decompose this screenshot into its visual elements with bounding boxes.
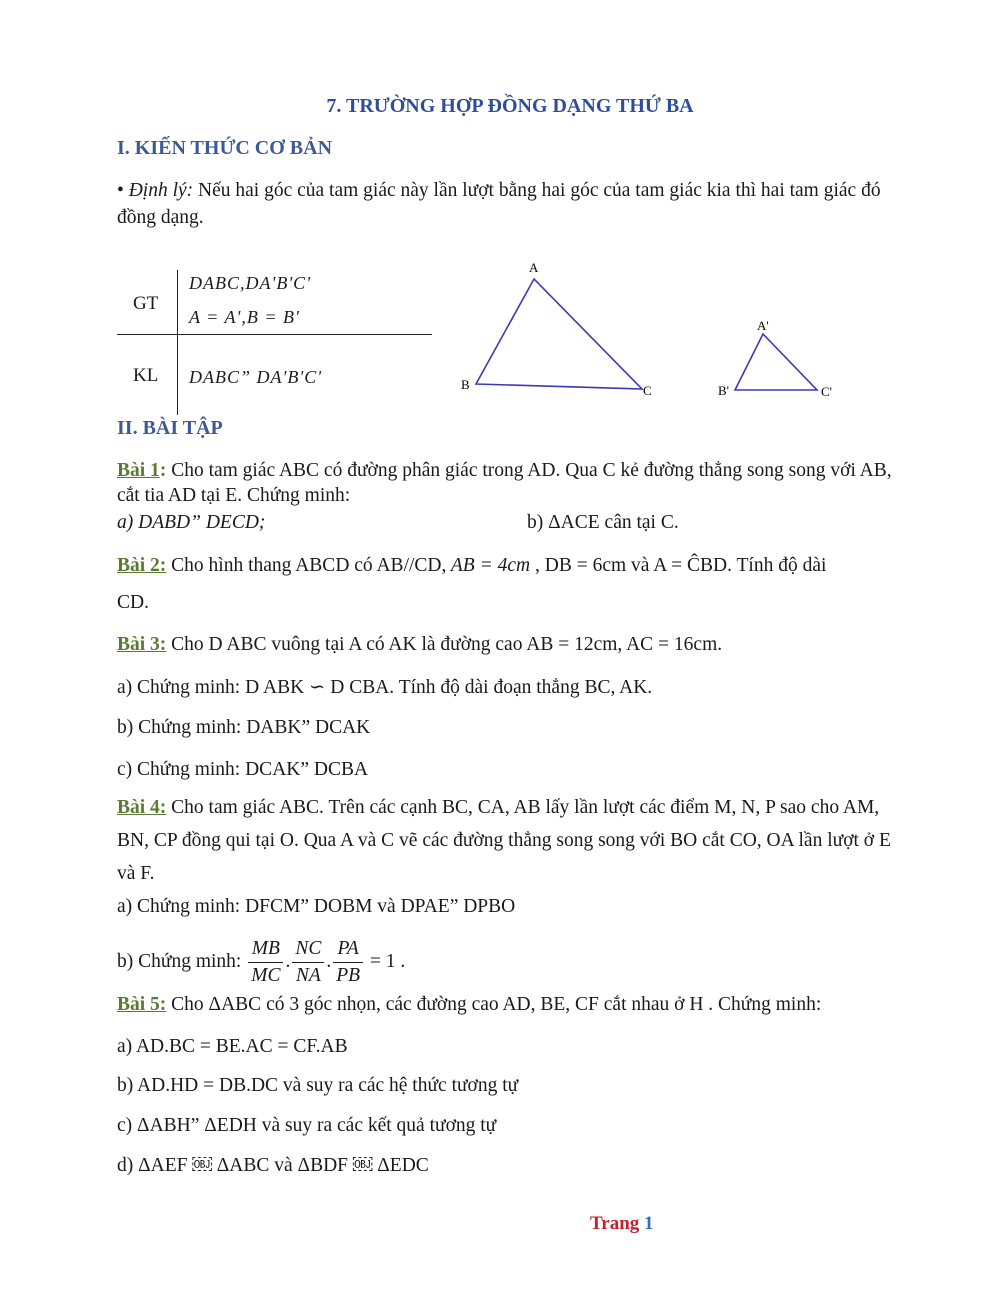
gt-angles: A = A',B = B' <box>189 307 300 327</box>
fraction-pa-pb <box>333 936 363 989</box>
footer-label: Trang <box>590 1213 645 1234</box>
gt-triangles: DABC,DA'B'C' <box>189 273 312 293</box>
vertex-label-C: C <box>643 383 652 398</box>
exercise-1-part-b: b) ΔACE cân tại C. <box>527 512 679 533</box>
theorem-label: Định lý: <box>128 180 194 201</box>
big-triangle <box>476 279 642 389</box>
exercise-2-continuation: CD. <box>117 592 149 613</box>
exercise-3-part-c: c) Chứng minh: DCAK” DCBA <box>117 759 369 780</box>
bullet: • <box>117 180 124 201</box>
fraction-mb-mc <box>248 936 283 989</box>
page-footer <box>590 1213 654 1235</box>
fraction-denominator: PB <box>336 965 361 986</box>
exercise-4-part-b-prefix: b) Chứng minh: <box>117 950 247 972</box>
fraction-nc-na <box>292 936 324 989</box>
theorem-text: Nếu hai góc của tam giác này lần lượt bằng hai góc của tam giác kia thì hai tam giác đó đồng dạng. <box>117 180 881 228</box>
exercise-3-text: Cho D ABC vuông tại A có AK là đường cao AB = 12cm, AC = 16cm. <box>166 634 723 655</box>
exercise-5 <box>117 994 821 1016</box>
theorem-paragraph <box>117 177 907 231</box>
multiply-dot: . <box>285 950 291 972</box>
exercise-1-part-a: a) DABD” DECD; <box>117 512 266 533</box>
section-heading-exercises: II. BÀI TẬP <box>117 417 223 439</box>
table-horizontal-divider <box>117 334 432 335</box>
equals-one: = 1 . <box>365 950 406 972</box>
small-triangle <box>735 334 817 390</box>
exercise-1-text: Cho tam giác ABC có đường phân giác trong AD. Qua C kẻ đường thẳng song song với AB, cắt tia AD tại E. Chứng minh: <box>117 460 892 506</box>
multiply-dot: . <box>326 950 332 972</box>
page-title: 7. TRƯỜNG HỢP ĐỒNG DẠNG THỨ BA <box>326 95 694 117</box>
exercise-2-text: Cho hình thang ABCD có AB//CD, <box>166 555 447 576</box>
exercise-4-part-a: a) Chứng minh: DFCM” DOBM và DPAE” DPBO <box>117 896 516 917</box>
triangle-figures <box>455 255 855 405</box>
exercise-2-label: Bài 2: <box>117 555 167 576</box>
vertex-label-B: B <box>461 377 470 392</box>
kl-label: KL <box>133 365 159 386</box>
table-vertical-divider <box>177 270 178 415</box>
exercise-2-math: AB = 4cm <box>446 555 535 576</box>
exercise-5-label: Bài 5: <box>117 994 167 1015</box>
vertex-label-C-prime: C' <box>821 384 833 399</box>
vertex-label-B-prime: B' <box>718 383 730 398</box>
section-heading-basics: I. KIẾN THỨC CƠ BẢN <box>117 137 333 159</box>
fraction-numerator: NC <box>292 936 324 963</box>
exercise-5-text: Cho ΔABC có 3 góc nhọn, các đường cao AD, BE, CF cắt nhau ở H . Chứng minh: <box>166 994 822 1015</box>
exercise-4 <box>117 791 907 890</box>
exercise-1-label: Bài 1 <box>117 460 160 481</box>
exercise-5-part-c: c) ΔABH” ΔEDH và suy ra các kết quả tương tự <box>117 1115 497 1136</box>
exercise-5-part-a: a) AD.BC = BE.AC = CF.AB <box>117 1036 348 1057</box>
exercise-4-label: Bài 4: <box>117 797 167 818</box>
exercise-1-colon: : <box>159 460 167 481</box>
vertex-label-A-prime: A' <box>757 318 769 333</box>
page-number: 1 <box>644 1213 654 1234</box>
exercise-5-part-d: d) ΔAEF ￼ ΔABC và ΔBDF ￼ ΔEDC <box>117 1155 429 1176</box>
exercise-1 <box>117 458 907 508</box>
fraction-denominator: MC <box>251 965 281 986</box>
vertex-label-A: A <box>529 260 539 275</box>
exercise-3-label: Bài 3: <box>117 634 167 655</box>
hypothesis-conclusion-table <box>117 270 432 415</box>
exercise-4-text: Cho tam giác ABC. Trên các cạnh BC, CA, AB lấy lần lượt các điểm M, N, P sao cho AM, BN, CP đồng qui tại O. Qua A và C vẽ các đường thẳng song song với BO cắt CO, OA lần lượt ở E và F. <box>117 797 891 884</box>
fraction-numerator: MB <box>248 936 283 963</box>
fraction-denominator: NA <box>295 965 321 986</box>
fraction-numerator: PA <box>333 936 363 963</box>
gt-label: GT <box>133 293 159 314</box>
exercise-4-part-b <box>117 936 405 989</box>
exercise-3-part-b: b) Chứng minh: DABK” DCAK <box>117 717 371 738</box>
exercise-2 <box>117 555 826 577</box>
exercise-2-text2: , DB = 6cm và A = ĈBD. Tính độ dài <box>535 555 827 576</box>
exercise-3-part-a: a) Chứng minh: D ABK ∽ D CBA. Tính độ dài đoạn thẳng BC, AK. <box>117 677 653 698</box>
exercise-3 <box>117 634 722 656</box>
kl-similarity: DABC” DA'B'C' <box>189 367 323 387</box>
exercise-5-part-b: b) AD.HD = DB.DC và suy ra các hệ thức tương tự <box>117 1075 519 1096</box>
